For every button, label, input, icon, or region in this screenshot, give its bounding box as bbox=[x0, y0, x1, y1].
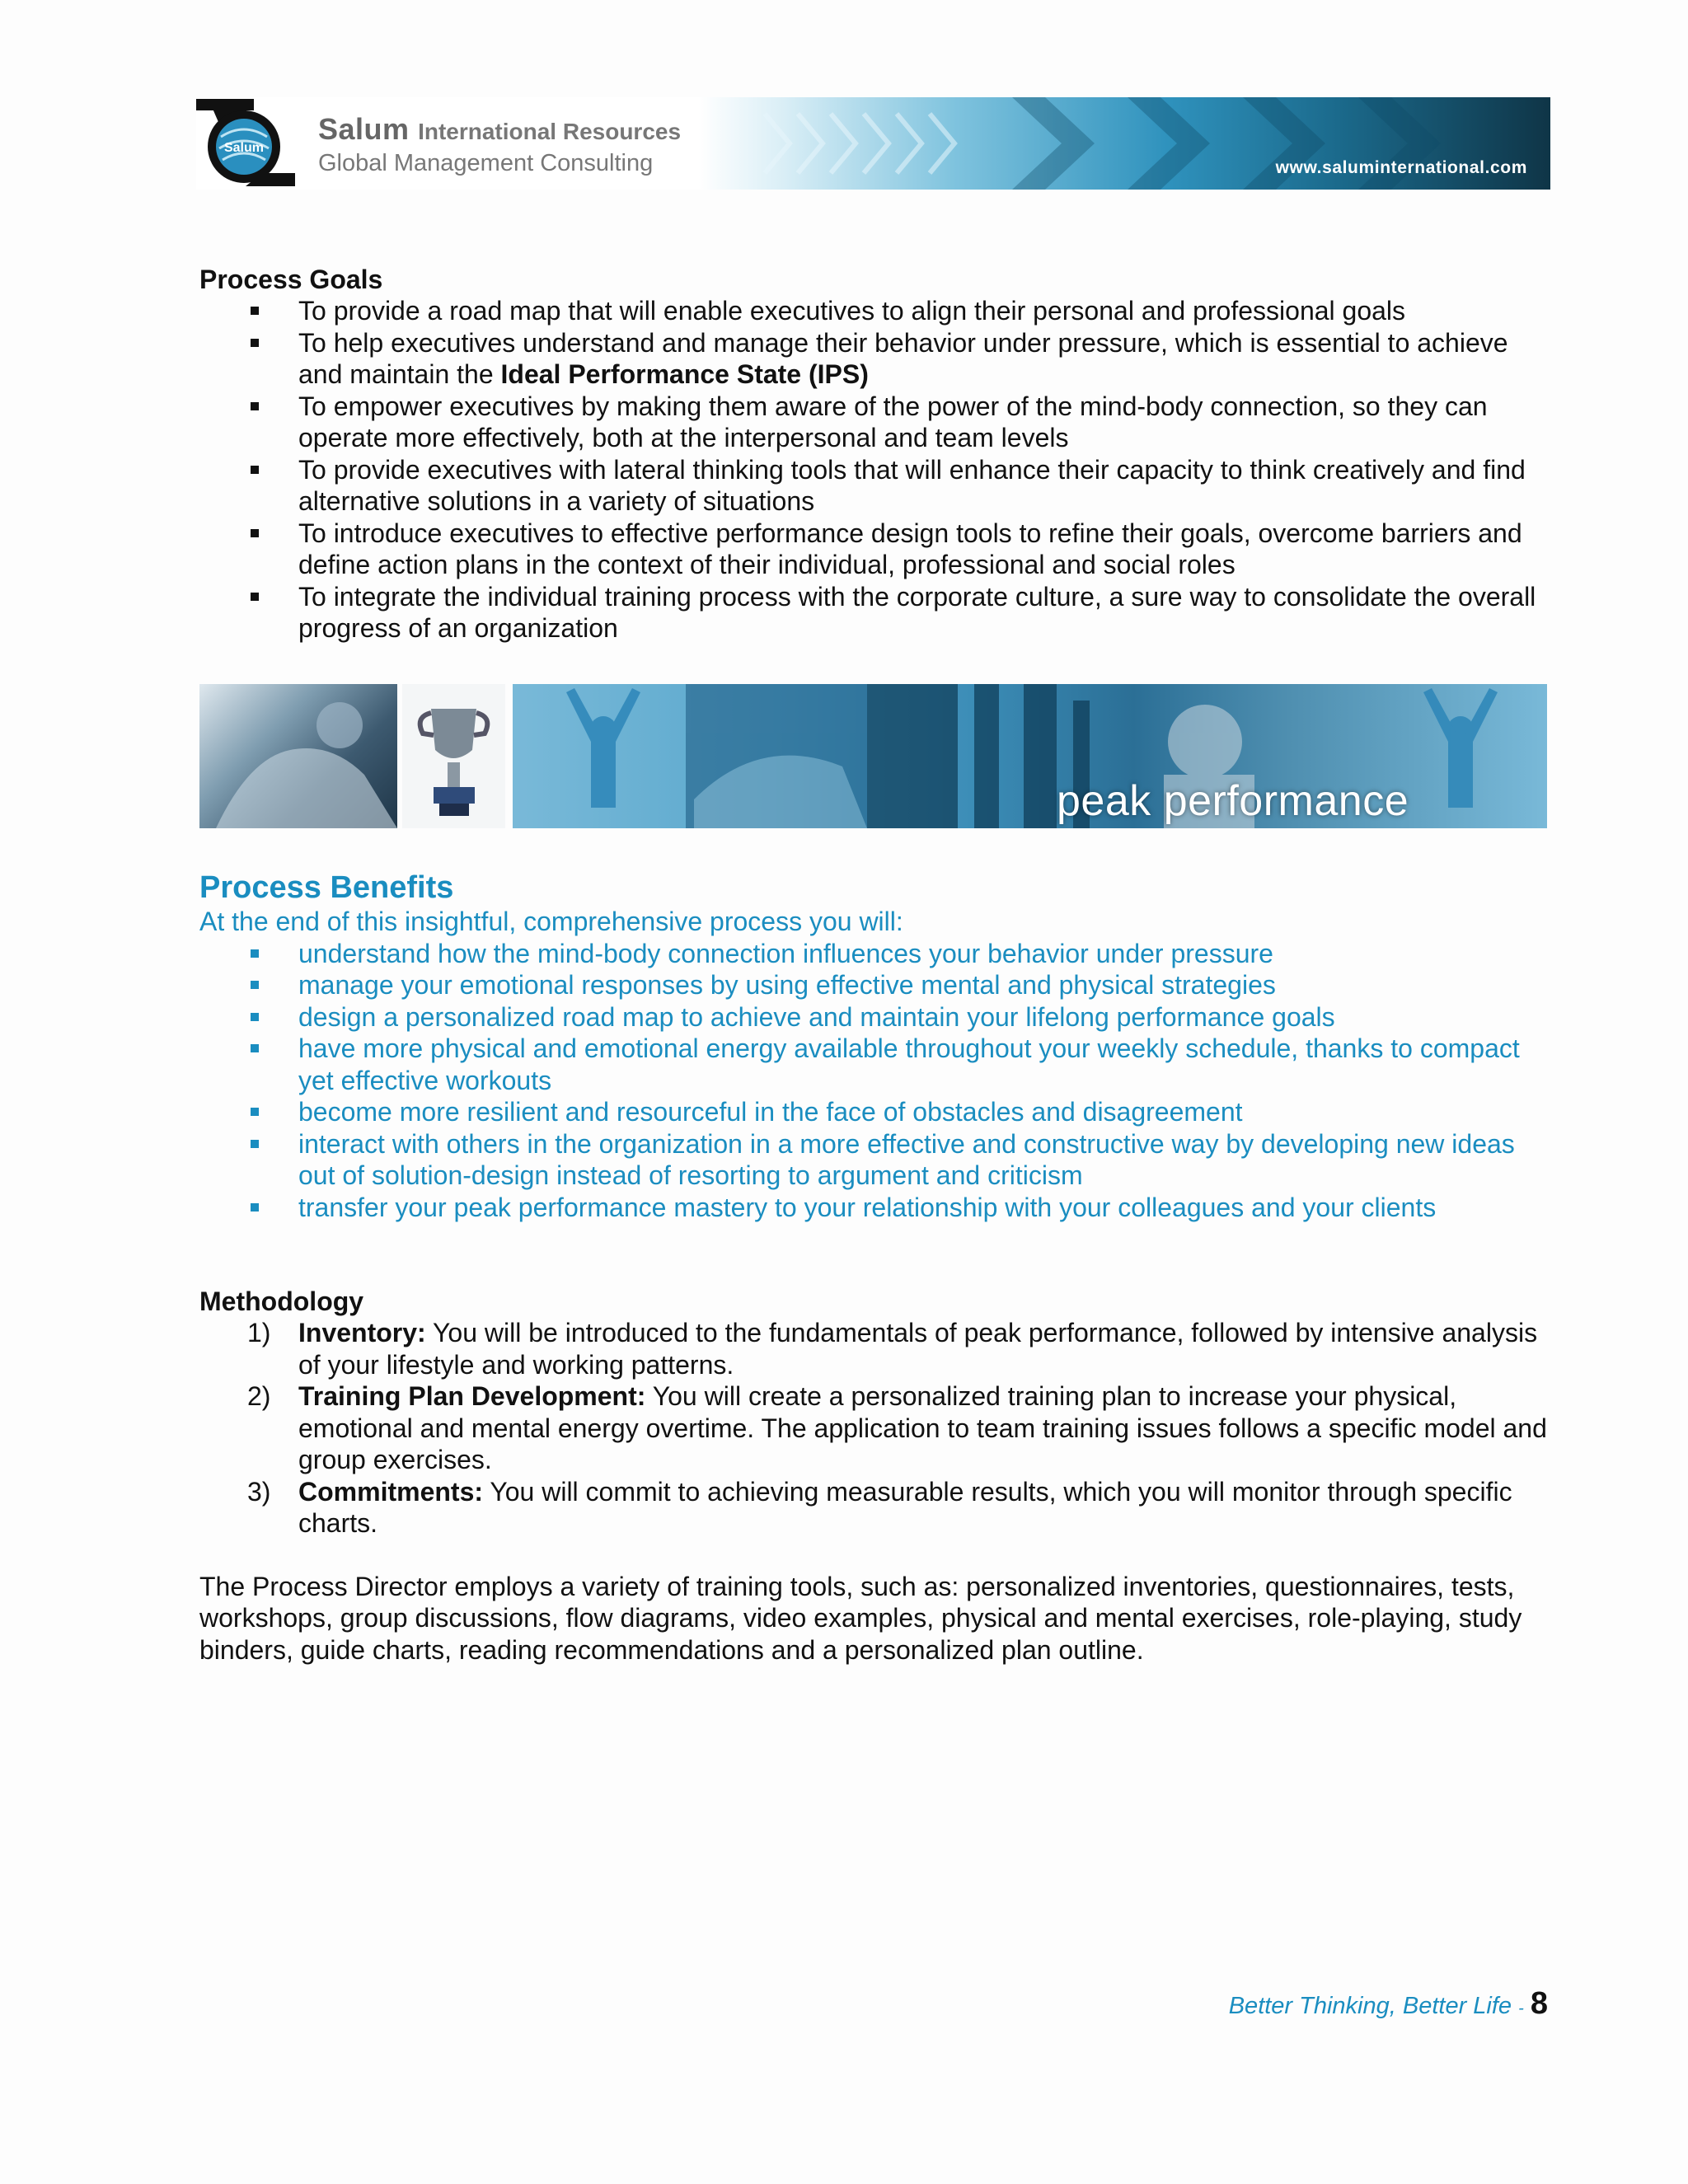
website-url: www.saluminternational.com bbox=[1275, 158, 1527, 177]
brand-name bbox=[318, 112, 681, 147]
bullet-square-icon bbox=[251, 1140, 259, 1148]
header-banner bbox=[196, 97, 1550, 190]
trophy-icon bbox=[402, 684, 505, 828]
peak-performance-photo-strip bbox=[199, 684, 1547, 828]
list-item: To help executives understand and manage their behavior under pressure, which is essential to achieve and maintain the Ideal Performance State (IPS) bbox=[199, 327, 1551, 391]
process-benefits-heading: Process Benefits bbox=[199, 870, 454, 905]
bullet-square-icon bbox=[251, 402, 259, 410]
methodology-section bbox=[199, 1286, 1551, 1666]
list-item: To provide executives with lateral thinking tools that will enhance their capacity to think creatively and find alternative solutions in a variety of situations bbox=[199, 454, 1551, 518]
methodology-step: 1) Inventory: You will be introduced to the fundamentals of peak performance, followed by intensive analysis of your lifestyle and working patterns. bbox=[247, 1318, 1538, 1380]
methodology-closing-paragraph: The Process Director employs a variety of training tools, such as: personalized inventories, questionnaires, tests, workshops, group discussions, flow diagrams, video examples, physical and mental exercises, role-playing, study binders, guide charts, reading recommendations and a personalized plan outline. bbox=[199, 1571, 1522, 1665]
bullet-square-icon bbox=[251, 1044, 259, 1052]
brand-name-sub: International Resources bbox=[418, 119, 682, 144]
trophy-photo bbox=[402, 684, 505, 828]
peak-performance-caption: peak performance bbox=[1057, 777, 1409, 825]
list-item: To integrate the individual training process with the corporate culture, a sure way to consolidate the overall progress of an organization bbox=[199, 581, 1551, 644]
list-item: transfer your peak performance mastery to your relationship with your colleagues and your clients bbox=[199, 1192, 1551, 1224]
bullet-square-icon bbox=[251, 1013, 259, 1021]
page-number: 8 bbox=[1530, 1986, 1548, 2021]
process-goals-section bbox=[199, 264, 1551, 644]
ips-term: Ideal Performance State (IPS) bbox=[500, 359, 869, 389]
list-item: have more physical and emotional energy available throughout your weekly schedule, thanks to compact yet effective workouts bbox=[199, 1033, 1551, 1096]
list-item: design a personalized road map to achieve and maintain your lifelong performance goals bbox=[199, 1001, 1551, 1033]
process-benefits-list bbox=[199, 938, 1551, 1224]
athlete-photo bbox=[199, 684, 397, 828]
page-footer bbox=[1229, 1986, 1548, 2022]
list-item: To introduce executives to effective performance design tools to refine their goals, overcome barriers and define action plans in the context of their individual, professional and social roles bbox=[199, 518, 1551, 581]
celebrating-figure-icon bbox=[1423, 688, 1498, 808]
footer-tagline: Better Thinking, Better Life bbox=[1228, 1993, 1512, 2019]
bullet-square-icon bbox=[251, 466, 259, 474]
bullet-square-icon bbox=[251, 949, 259, 958]
brand-name-main: Salum bbox=[318, 112, 410, 146]
bullet-square-icon bbox=[251, 339, 259, 347]
celebrating-figure-icon bbox=[566, 688, 640, 808]
logo-text: Salum bbox=[223, 141, 265, 155]
brand-tagline: Global Management Consulting bbox=[318, 150, 654, 176]
bullet-square-icon bbox=[251, 1203, 259, 1212]
methodology-heading: Methodology bbox=[199, 1286, 364, 1316]
bullet-square-icon bbox=[251, 529, 259, 537]
process-goals-list bbox=[199, 295, 1551, 644]
list-item: manage your emotional responses by using effective mental and physical strategies bbox=[199, 969, 1551, 1001]
methodology-step: 3) Commitments: You will commit to achieving measurable results, which you will monitor through specific charts. bbox=[247, 1476, 1512, 1538]
list-item: To empower executives by making them aware of the power of the mind-body connection, so they can operate more effectively, both at the interpersonal and team levels bbox=[199, 391, 1551, 454]
salum-logo bbox=[196, 97, 299, 190]
banner-graphic bbox=[699, 97, 1550, 190]
methodology-step: 2) Training Plan Development: You will create a personalized training plan to increase your physical, emotional and mental energy overtime. The application to team training issues follows a specific model and group exercises. bbox=[247, 1381, 1547, 1474]
bullet-square-icon bbox=[251, 1108, 259, 1116]
process-goals-heading: Process Goals bbox=[199, 265, 383, 294]
process-benefits-section bbox=[199, 869, 1551, 1223]
bullet-square-icon bbox=[251, 593, 259, 601]
footer-separator: - bbox=[1518, 1999, 1524, 2018]
bullet-square-icon bbox=[251, 981, 259, 989]
list-item: become more resilient and resourceful in the face of obstacles and disagreement bbox=[199, 1096, 1551, 1128]
list-item: To provide a road map that will enable executives to align their personal and professional goals bbox=[199, 295, 1551, 327]
methodology-steps bbox=[199, 1317, 1551, 1540]
list-item: understand how the mind-body connection influences your behavior under pressure bbox=[199, 938, 1551, 970]
process-benefits-intro: At the end of this insightful, comprehensive process you will: bbox=[199, 907, 903, 936]
bullet-square-icon bbox=[251, 307, 259, 315]
list-item: interact with others in the organization in a more effective and constructive way by developing new ideas out of solution-design instead of resorting to argument and criticism bbox=[199, 1128, 1551, 1192]
